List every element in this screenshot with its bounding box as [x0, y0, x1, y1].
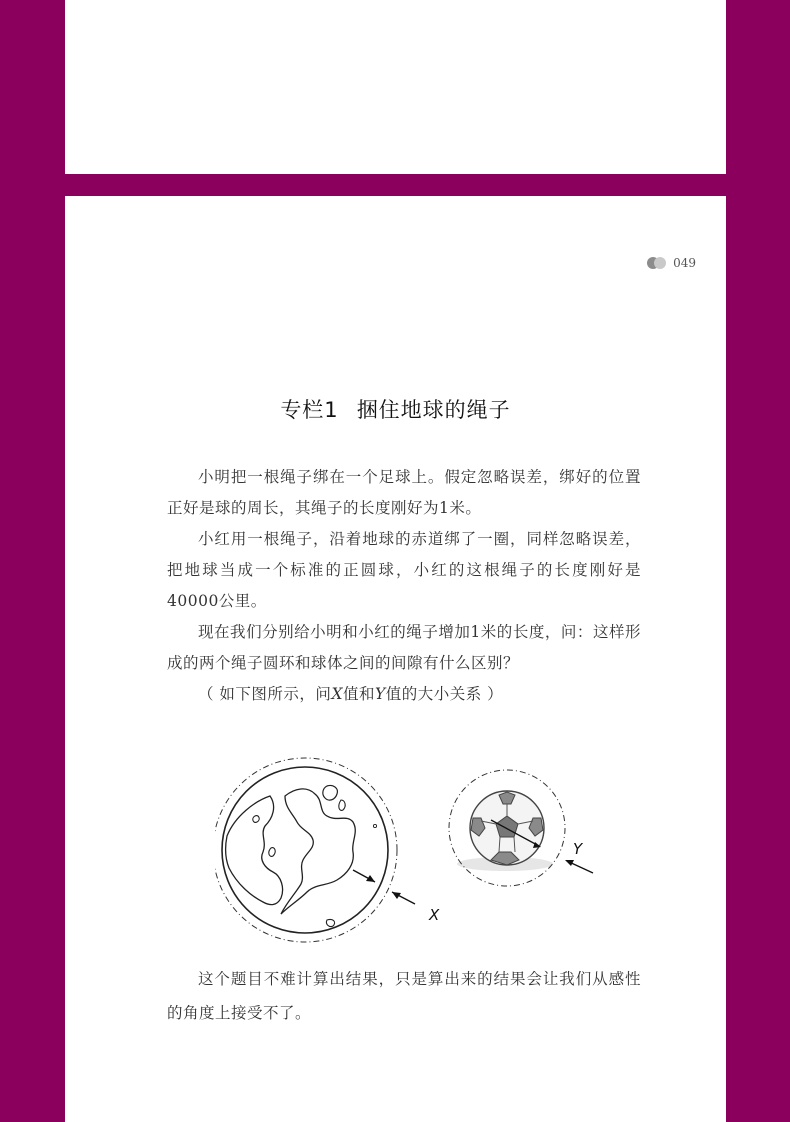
note-x-var: X: [331, 685, 343, 703]
earth-and-football-figure: [215, 756, 605, 956]
closing-text: [167, 962, 641, 1030]
section-title: [65, 394, 726, 424]
book-page: [65, 196, 726, 1122]
closing-paragraph: 这个题目不难计算出结果，只是算出来的结果会让我们从感性的角度上接受不了。: [167, 970, 641, 1022]
label-y: Y: [573, 840, 583, 858]
body-text: [167, 462, 641, 710]
page-number-text: 049: [673, 256, 696, 270]
title-main: 捆住地球的绳子: [356, 398, 511, 422]
football-illustration: [449, 770, 593, 886]
paragraph-3: 现在我们分别给小明和小红的绳子增加1米的长度，问：这样形成的两个绳子圆环和球体之间的间隙有什么区别？: [167, 623, 641, 672]
label-x: X: [429, 906, 440, 924]
title-prefix: 专栏1: [280, 398, 339, 422]
previous-page-bottom: [65, 0, 726, 174]
note-y-var: Y: [375, 685, 386, 703]
paragraph-2: 小红用一根绳子，沿着地球的赤道绑了一圈，同样忽略误差，把地球当成一个标准的正圆球，小红的这根绳子的长度刚好是40000公里。: [167, 530, 641, 610]
page-number: [647, 256, 696, 270]
page-marker-icon: [647, 257, 667, 269]
earth-illustration: [215, 758, 415, 942]
figure-note: （ 如下图所示，问X值和Y值的大小关系 ）: [198, 685, 504, 703]
paragraph-1: 小明把一根绳子绑在一个足球上。假定忽略误差，绑好的位置正好是球的周长，其绳子的长度刚好为1米。: [167, 468, 641, 517]
